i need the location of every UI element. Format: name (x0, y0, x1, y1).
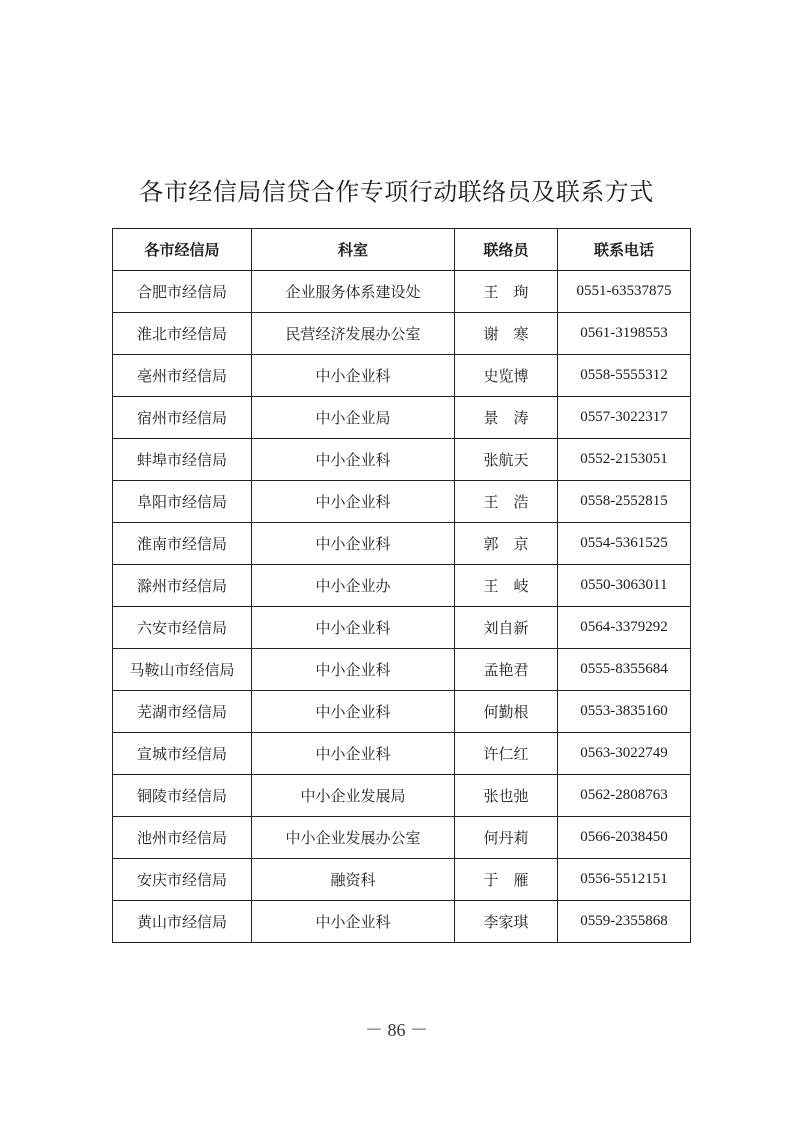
cell-office: 中小企业科 (252, 481, 455, 523)
cell-phone: 0566-2038450 (558, 817, 691, 859)
cell-contact: 王 浩 (455, 481, 558, 523)
cell-phone: 0564-3379292 (558, 607, 691, 649)
cell-contact: 郭 京 (455, 523, 558, 565)
header-phone: 联系电话 (558, 229, 691, 271)
cell-bureau: 马鞍山市经信局 (113, 649, 252, 691)
table-row (113, 313, 691, 355)
cell-bureau: 六安市经信局 (113, 607, 252, 649)
table-row (113, 523, 691, 565)
header-office: 科室 (252, 229, 455, 271)
cell-bureau: 淮南市经信局 (113, 523, 252, 565)
cell-bureau: 铜陵市经信局 (113, 775, 252, 817)
table-row (113, 607, 691, 649)
cell-office: 中小企业局 (252, 397, 455, 439)
table-row (113, 271, 691, 313)
table-row (113, 817, 691, 859)
table-row (113, 691, 691, 733)
cell-phone: 0562-2808763 (558, 775, 691, 817)
cell-bureau: 滁州市经信局 (113, 565, 252, 607)
cell-contact: 刘自新 (455, 607, 558, 649)
cell-office: 中小企业办 (252, 565, 455, 607)
table-row (113, 397, 691, 439)
header-contact: 联络员 (455, 229, 558, 271)
cell-office: 中小企业发展局 (252, 775, 455, 817)
page-number: － 86 － (365, 1020, 428, 1040)
cell-contact: 张航天 (455, 439, 558, 481)
cell-office: 中小企业科 (252, 649, 455, 691)
cell-contact: 孟艳君 (455, 649, 558, 691)
cell-phone: 0556-5512151 (558, 859, 691, 901)
cell-contact: 许仁红 (455, 733, 558, 775)
cell-office: 中小企业科 (252, 607, 455, 649)
cell-office: 中小企业发展办公室 (252, 817, 455, 859)
cell-phone: 0557-3022317 (558, 397, 691, 439)
table-row (113, 775, 691, 817)
cell-office: 民营经济发展办公室 (252, 313, 455, 355)
cell-phone: 0563-3022749 (558, 733, 691, 775)
cell-contact: 何勤根 (455, 691, 558, 733)
cell-phone: 0554-5361525 (558, 523, 691, 565)
cell-phone: 0561-3198553 (558, 313, 691, 355)
cell-phone: 0559-2355868 (558, 901, 691, 943)
cell-contact: 张也弛 (455, 775, 558, 817)
cell-bureau: 宣城市经信局 (113, 733, 252, 775)
table-row (113, 481, 691, 523)
table-row (113, 733, 691, 775)
cell-bureau: 宿州市经信局 (113, 397, 252, 439)
cell-office: 融资科 (252, 859, 455, 901)
cell-office: 中小企业科 (252, 439, 455, 481)
cell-phone: 0551-63537875 (558, 271, 691, 313)
table-row (113, 901, 691, 943)
cell-office: 中小企业科 (252, 523, 455, 565)
table-row (113, 565, 691, 607)
cell-contact: 于 雁 (455, 859, 558, 901)
cell-bureau: 亳州市经信局 (113, 355, 252, 397)
cell-office: 中小企业科 (252, 733, 455, 775)
cell-office: 中小企业科 (252, 901, 455, 943)
cell-bureau: 合肥市经信局 (113, 271, 252, 313)
cell-bureau: 蚌埠市经信局 (113, 439, 252, 481)
contacts-table (112, 228, 691, 943)
cell-contact: 谢 寒 (455, 313, 558, 355)
cell-contact: 王 岐 (455, 565, 558, 607)
cell-phone: 0558-5555312 (558, 355, 691, 397)
document-title: 各市经信局信贷合作专项行动联络员及联系方式 (139, 178, 654, 206)
cell-phone: 0552-2153051 (558, 439, 691, 481)
cell-contact: 王 珣 (455, 271, 558, 313)
cell-phone: 0553-3835160 (558, 691, 691, 733)
table-row (113, 355, 691, 397)
cell-office: 企业服务体系建设处 (252, 271, 455, 313)
table-row (113, 859, 691, 901)
cell-bureau: 安庆市经信局 (113, 859, 252, 901)
cell-bureau: 池州市经信局 (113, 817, 252, 859)
cell-bureau: 阜阳市经信局 (113, 481, 252, 523)
header-bureau: 各市经信局 (113, 229, 252, 271)
table-row (113, 649, 691, 691)
cell-phone: 0555-8355684 (558, 649, 691, 691)
cell-bureau: 黄山市经信局 (113, 901, 252, 943)
cell-phone: 0550-3063011 (558, 565, 691, 607)
cell-bureau: 芜湖市经信局 (113, 691, 252, 733)
table-header-row (113, 229, 691, 271)
cell-office: 中小企业科 (252, 691, 455, 733)
cell-office: 中小企业科 (252, 355, 455, 397)
cell-contact: 景 涛 (455, 397, 558, 439)
cell-contact: 史览博 (455, 355, 558, 397)
cell-phone: 0558-2552815 (558, 481, 691, 523)
cell-contact: 何丹莉 (455, 817, 558, 859)
table-row (113, 439, 691, 481)
cell-bureau: 淮北市经信局 (113, 313, 252, 355)
cell-contact: 李家琪 (455, 901, 558, 943)
